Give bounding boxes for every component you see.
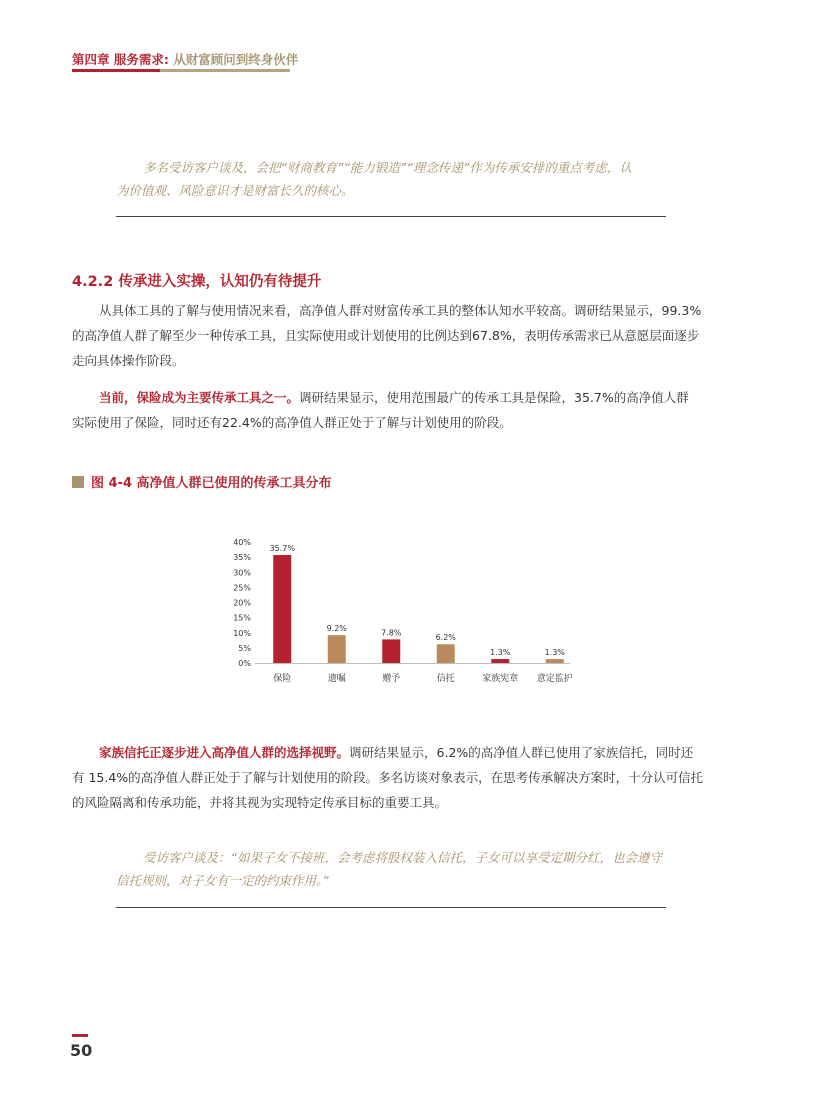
y-tick-label: 0% [238,659,251,668]
y-tick-label: 35% [233,553,251,563]
figure-title: 图 4-4 高净值人群已使用的传承工具分布 [91,476,332,491]
body-paragraph-3 [72,740,744,815]
bar-3 [382,639,400,663]
body-paragraph-2 [72,385,744,435]
bar-chart [225,532,585,692]
header-rule-red [72,69,160,72]
y-tick-label: 40% [233,538,251,547]
paragraph-line: 走向具体操作阶段。 [72,353,185,368]
chapter-subtitle: 从财富顾问到终身伙伴 [168,52,299,67]
paragraph-line: 的风险隔离和传承功能，并将其视为实现特定传承目标的重要工具。 [72,795,448,810]
quote-line: 受访客户谈及：“如果子女不接班，会考虑将股权装入信托，子女可以享受定期分红，也会遵守 [143,850,662,865]
value-label: 9.2% [326,624,347,634]
page-number: 50 [70,1041,93,1060]
paragraph-text: 调研结果显示，6.2%的高净值人群已使用了家族信托，同时还 [349,745,694,760]
y-tick-label: 20% [233,598,251,608]
interview-quote-1 [116,156,671,202]
x-tick-label: 信托 [436,674,455,684]
body-paragraph-1 [72,298,744,373]
y-tick-label: 15% [233,613,251,623]
section-title: 4.2.2 传承进入实操，认知仍有待提升 [72,274,322,290]
value-label: 35.7% [269,544,295,554]
y-tick-label: 25% [233,583,251,593]
value-label: 1.3% [490,648,511,658]
chapter-header [72,50,298,68]
bar-2 [328,635,346,663]
interview-quote-2 [116,846,671,892]
paragraph-text: 调研结果显示，使用范围最广的传承工具是保险，35.7%的高净值人群 [299,390,689,405]
value-label: 7.8% [381,628,402,638]
bar-6 [546,659,564,663]
x-tick-label: 赠予 [382,674,401,684]
paragraph-highlight: 当前，保险成为主要传承工具之一。 [99,390,300,405]
quote-divider [116,216,666,217]
y-tick-label: 10% [233,628,251,638]
bar-series [273,555,564,663]
paragraph-line: 有 15.4%的高净值人群正处于了解与计划使用的阶段。多名访谈对象表示，在思考传承解决方案时，十分认可信托 [72,770,704,785]
x-axis-labels [273,672,573,684]
quote-line: 多名受访客户谈及，会把“财商教育”“能力锻造”“理念传递”作为传承安排的重点考虑，认 [143,160,632,175]
value-label: 6.2% [435,633,456,643]
header-rule-gold [160,69,290,72]
y-axis [233,538,251,668]
paragraph-line [72,740,744,765]
page-number-mark [72,1034,88,1037]
bar-5 [491,659,509,663]
chapter-label: 第四章 服务需求: [72,52,169,67]
paragraph-line: 从具体工具的了解与使用情况来看，高净值人群对财富传承工具的整体认知水平较高。调研结果显示，99.3% [99,303,702,318]
bar-4 [437,644,455,663]
value-labels [270,544,566,657]
quote-divider [116,907,666,908]
x-tick-label: 意定监护 [536,674,573,684]
paragraph-line [72,385,744,410]
paragraph-line: 实际使用了保险，同时还有22.4%的高净值人群正处于了解与计划使用的阶段。 [72,415,512,430]
quote-line: 为价值观、风险意识才是财富长久的核心。 [116,183,354,198]
x-tick-label: 家族宪章 [482,674,519,684]
paragraph-line: 的高净值人群了解至少一种传承工具，且实际使用或计划使用的比例达到67.8%，表明传承需求已从意愿层面逐步 [72,328,700,343]
y-tick-label: 30% [233,568,251,578]
x-tick-label: 保险 [273,674,292,684]
value-label: 1.3% [544,648,565,658]
paragraph-highlight: 家族信托正逐步进入高净值人群的选择视野。 [99,745,350,760]
bar-1 [273,555,291,663]
y-tick-label: 5% [238,643,251,653]
quote-line: 信托规则，对子女有一定的约束作用。” [116,873,329,888]
x-tick-label: 遗嘱 [327,674,346,684]
figure-square-icon [72,476,84,488]
